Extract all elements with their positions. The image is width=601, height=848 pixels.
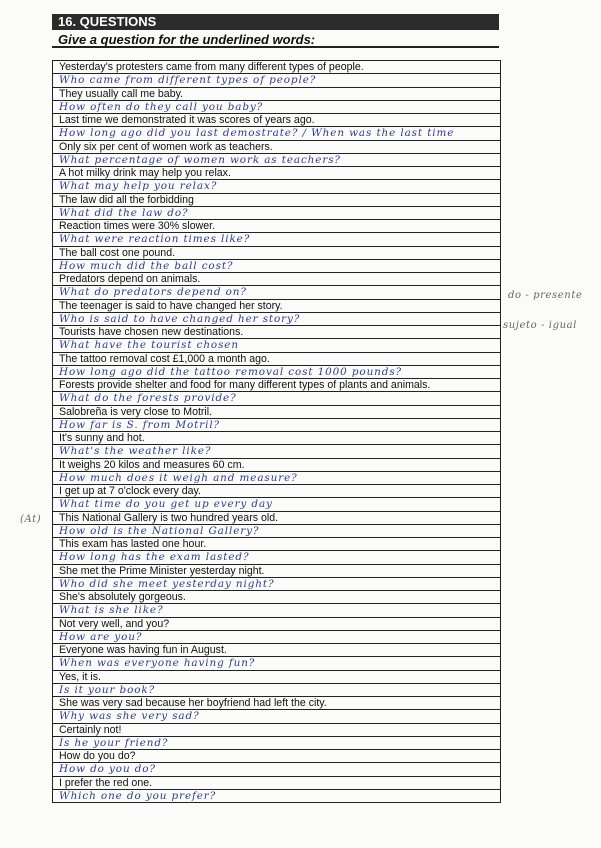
handwritten-answer-row: What percentage of women work as teachers?: [53, 154, 500, 167]
prompt-sentence-row: She met the Prime Minister yesterday night.: [53, 565, 500, 578]
prompt-sentence-row: She's absolutely gorgeous.: [53, 591, 500, 604]
prompt-sentence-row: A hot milky drink may help you relax.: [53, 167, 500, 180]
handwritten-answer-row: How much did the ball cost?: [53, 260, 500, 273]
prompt-sentence-row: This National Gallery is two hundred years old.: [53, 512, 500, 525]
prompt-sentence-row: The ball cost one pound.: [53, 247, 500, 260]
handwritten-answer-row: What do the forests provide?: [53, 392, 500, 405]
prompt-sentence-row: Only six per cent of women work as teachers.: [53, 141, 500, 154]
handwritten-answer-row: Who came from different types of people?: [53, 74, 500, 87]
prompt-sentence-row: Last time we demonstrated it was scores of years ago.: [53, 114, 500, 127]
margin-note-sujeto: sujeto - igual: [503, 320, 577, 331]
handwritten-answer-row: How do you do?: [53, 763, 500, 776]
handwritten-answer-row: What may help you relax?: [53, 180, 500, 193]
prompt-sentence-row: Certainly not!: [53, 724, 500, 737]
instruction-text: Give a question for the underlined words:: [52, 31, 499, 48]
prompt-sentence-row: Reaction times were 30% slower.: [53, 220, 500, 233]
handwritten-answer-row: How old is the National Gallery?: [53, 525, 500, 538]
prompt-sentence-row: I prefer the red one.: [53, 777, 500, 790]
handwritten-answer-row: How far is S. from Motril?: [53, 419, 500, 432]
prompt-sentence-row: Salobreña is very close to Motril.: [53, 406, 500, 419]
prompt-sentence-row: Yesterday's protesters came from many different types of people.: [53, 61, 500, 74]
handwritten-answer-row: What have the tourist chosen: [53, 339, 500, 352]
handwritten-answer-row: Why was she very sad?: [53, 710, 500, 723]
handwritten-answer-row: Is it your book?: [53, 684, 500, 697]
handwritten-answer-row: What do predators depend on?: [53, 286, 500, 299]
handwritten-answer-row: How long has the exam lasted?: [53, 551, 500, 564]
handwritten-answer-row: What did the law do?: [53, 207, 500, 220]
margin-note-at: (At): [20, 514, 42, 525]
prompt-sentence-row: Predators depend on animals.: [53, 273, 500, 286]
questions-table: [52, 60, 501, 803]
handwritten-answer-row: Who did she meet yesterday night?: [53, 578, 500, 591]
prompt-sentence-row: The tattoo removal cost £1,000 a month ago.: [53, 353, 500, 366]
handwritten-answer-row: What is she like?: [53, 604, 500, 617]
margin-note-presente: do - presente: [508, 290, 583, 301]
handwritten-answer-row: What's the weather like?: [53, 445, 500, 458]
handwritten-answer-row: How are you?: [53, 631, 500, 644]
handwritten-answer-row: What time do you get up every day: [53, 498, 500, 511]
handwritten-answer-row: Is he your friend?: [53, 737, 500, 750]
prompt-sentence-row: She was very sad because her boyfriend had left the city.: [53, 697, 500, 710]
prompt-sentence-row: This exam has lasted one hour.: [53, 538, 500, 551]
prompt-sentence-row: Not very well, and you?: [53, 618, 500, 631]
prompt-sentence-row: The law did all the forbidding: [53, 194, 500, 207]
handwritten-answer-row: What were reaction times like?: [53, 233, 500, 246]
prompt-sentence-row: Everyone was having fun in August.: [53, 644, 500, 657]
handwritten-answer-row: Which one do you prefer?: [53, 790, 500, 803]
prompt-sentence-row: Yes, it is.: [53, 671, 500, 684]
prompt-sentence-row: It weighs 20 kilos and measures 60 cm.: [53, 459, 500, 472]
handwritten-answer-row: How much does it weigh and measure?: [53, 472, 500, 485]
handwritten-answer-row: How often do they call you baby?: [53, 101, 500, 114]
prompt-sentence-row: It's sunny and hot.: [53, 432, 500, 445]
section-title: 16. QUESTIONS: [52, 14, 499, 30]
prompt-sentence-row: Tourists have chosen new destinations.: [53, 326, 500, 339]
prompt-sentence-row: How do you do?: [53, 750, 500, 763]
prompt-sentence-row: The teenager is said to have changed her story.: [53, 300, 500, 313]
prompt-sentence-row: They usually call me baby.: [53, 88, 500, 101]
prompt-sentence-row: I get up at 7 o'clock every day.: [53, 485, 500, 498]
handwritten-answer-row: When was everyone having fun?: [53, 657, 500, 670]
handwritten-answer-row: Who is said to have changed her story?: [53, 313, 500, 326]
handwritten-answer-row: How long ago did you last demostrate? / When was the last time: [53, 127, 500, 140]
handwritten-answer-row: How long ago did the tattoo removal cost 1000 pounds?: [53, 366, 500, 379]
prompt-sentence-row: Forests provide shelter and food for many different types of plants and animals.: [53, 379, 500, 392]
